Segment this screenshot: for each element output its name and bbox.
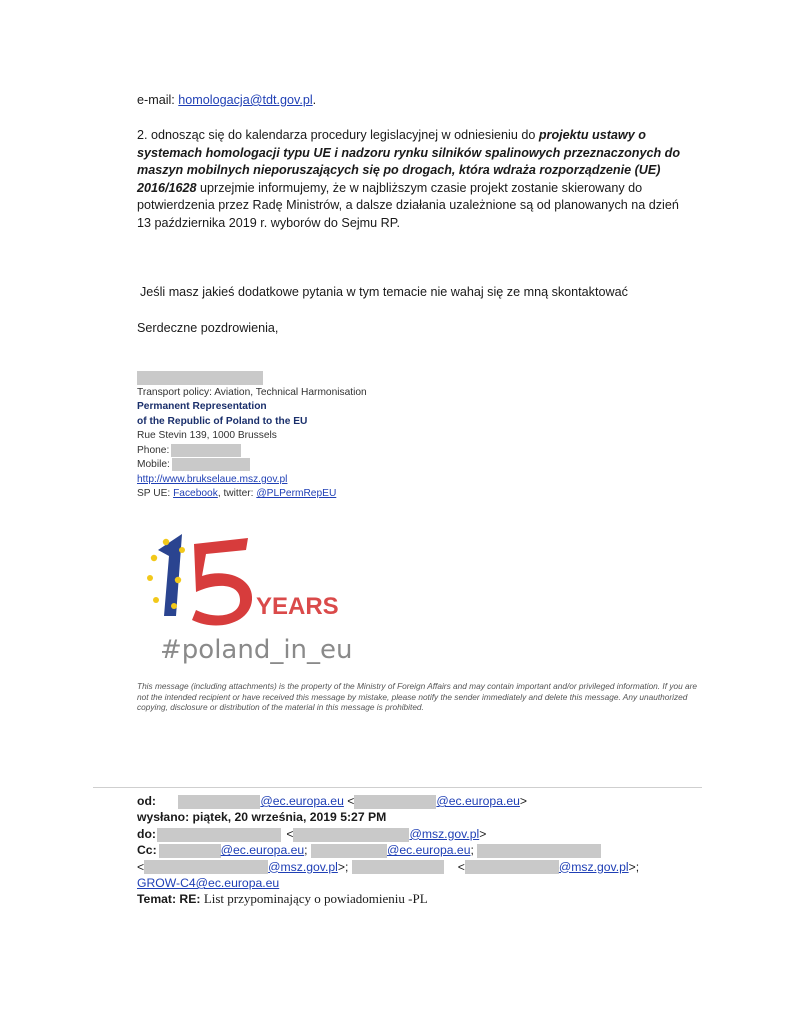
redacted-cc-4	[144, 860, 268, 874]
website-link[interactable]: http://www.brukselaue.msz.gov.pl	[137, 473, 288, 485]
redacted-cc-1	[159, 844, 221, 858]
to-address-link[interactable]: @msz.gov.pl	[409, 826, 480, 841]
legal-disclaimer: This message (including attachments) is the property of the Ministry of Foreign Affairs and may contain important and/or privileged information. If you are not the intended recipient or have received this message by mistake, please notify the sender immediately and delete this message. Any unauthorized copying, disclosure or distribution of the material in this message is prohibited.	[137, 681, 697, 713]
cc-address-link-1[interactable]: @ec.europa.eu	[220, 843, 305, 858]
signature-address: Rue Stevin 139, 1000 Brussels	[137, 430, 277, 442]
signature-org-line2: of the Republic of Poland to the EU	[137, 415, 308, 427]
header-from: od: @ec.europa.eu < @ec.europa.eu>	[137, 794, 528, 808]
facebook-link[interactable]: Facebook	[173, 488, 218, 500]
from-address-link[interactable]: @ec.europa.eu	[260, 794, 344, 808]
header-subject: Temat: RE: List przypominający o powiadomieniu -PL	[137, 891, 428, 907]
logo-five-stroke	[192, 538, 252, 626]
redacted-cc-5	[352, 860, 444, 874]
logo-years-text: YEARS	[256, 593, 339, 620]
message-divider	[93, 787, 702, 788]
header-cc-continued: < @msz.gov.pl>; < @msz.gov.pl>;	[137, 859, 640, 874]
signature-mobile: Mobile:	[137, 458, 557, 473]
redacted-recipient-2	[293, 828, 409, 842]
redacted-sender-2	[354, 795, 436, 809]
question-line: Jeśli masz jakieś dodatkowe pytania w tym temacie nie wahaj się ze mną skontaktować	[140, 285, 628, 299]
header-to: do: < @msz.gov.pl>	[137, 826, 487, 841]
redacted-recipient	[157, 828, 281, 842]
logo-one-stroke	[158, 534, 182, 616]
forwarded-message-header	[137, 793, 707, 908]
signature-role: Transport policy: Aviation, Technical Harmonisation	[137, 387, 367, 398]
cc-address-link-2[interactable]: @ec.europa.eu	[386, 843, 471, 858]
closing-line: Serdeczne pozdrowienia,	[137, 321, 279, 335]
email-link[interactable]: homologacja@tdt.gov.pl	[178, 93, 313, 107]
social-line: SP UE: Facebook, twitter: @PLPermRepEU	[137, 488, 337, 500]
redacted-mobile	[172, 458, 250, 471]
email-line: e-mail: homologacja@tdt.gov.pl.	[137, 93, 317, 107]
redacted-name	[137, 371, 263, 385]
redacted-cc-2	[311, 844, 387, 858]
twitter-link[interactable]: @PLPermRepEU	[256, 488, 337, 500]
email-label: e-mail:	[137, 93, 179, 107]
header-sent: wysłano: piątek, 20 września, 2019 5:27 PM	[137, 810, 387, 825]
grow-c4-link[interactable]: GROW-C4@ec.europa.eu	[137, 876, 280, 891]
header-cc: Cc: @ec.europa.eu; @ec.europa.eu;	[137, 842, 707, 858]
redacted-phone	[171, 444, 241, 457]
law-project-title: projektu ustawy o systemach homologacji typu UE i nadzoru rynku silników spalinowych przeznaczonych do maszyn mobilnych nieporuszających się po drogach, która wdraża rozporządzenie (UE) 2016/1628	[137, 128, 681, 195]
body-paragraph: 2. odnosząc się do kalendarza procedury legislacyjnej w odniesieniu do projektu ustawy o systemach homologacji typu UE i nadzoru rynku silników spalinowych przeznaczonych do maszyn mobilnych nieporuszających się po drogach, która wdraża rozporządzenie (UE) 2016/1628 uprzejmie informujemy, że w najbliższym czasie projekt zostanie skierowany do potwierdzenia przez Radę Ministrów, a dalsze działania uzależnione są od planowanych na dzień 13 października 2019 r. wyborów do Sejmu RP.	[137, 128, 681, 230]
poland-in-eu-logo	[136, 520, 368, 668]
from-address-link-2[interactable]: @ec.europa.eu	[436, 794, 520, 808]
redacted-sender	[178, 795, 260, 809]
redacted-cc-3	[477, 844, 601, 858]
signature-block	[137, 371, 557, 502]
cc-address-link-3[interactable]: @msz.gov.pl	[268, 859, 338, 874]
15-years-logo-graphic	[136, 520, 368, 668]
redacted-cc-6	[465, 860, 559, 874]
signature-org-line1: Permanent Representation	[137, 401, 267, 413]
signature-phone: Phone:	[137, 444, 557, 459]
logo-hashtag-text: #poland_in_eu	[160, 635, 353, 665]
cc-address-link-4[interactable]: @msz.gov.pl	[558, 859, 629, 874]
